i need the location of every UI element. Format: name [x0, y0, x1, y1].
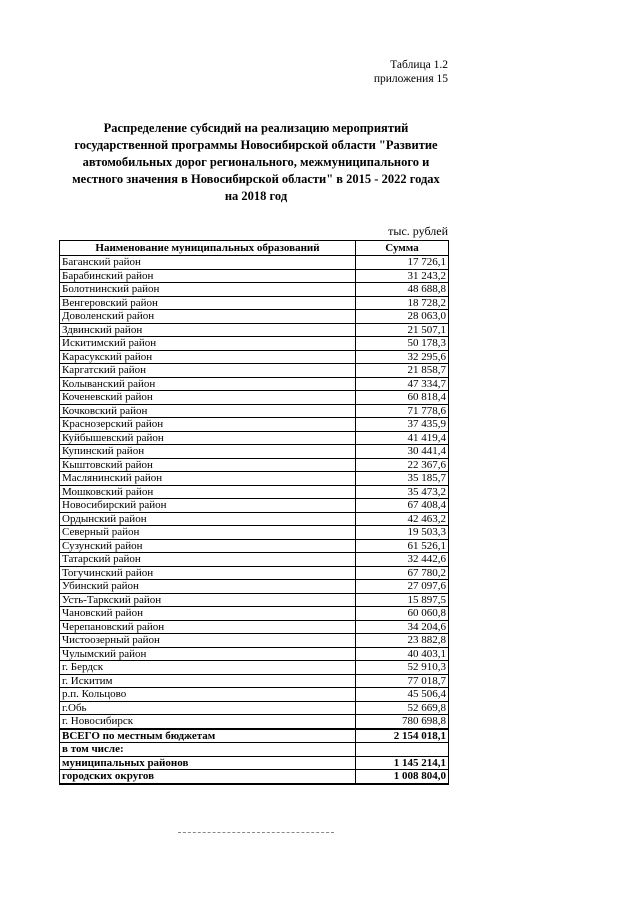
municipality-name: Северный район: [60, 526, 356, 540]
table-row: [60, 485, 449, 499]
municipality-name: Доволенский район: [60, 310, 356, 324]
table-row: [60, 364, 449, 378]
table-row: [60, 337, 449, 351]
summary-row: [60, 729, 449, 743]
summary-label: в том числе:: [60, 743, 356, 757]
municipality-name: Новосибирский район: [60, 499, 356, 513]
table-row: [60, 553, 449, 567]
subsidy-amount: 47 334,7: [356, 377, 449, 391]
summary-label: муниципальных районов: [60, 756, 356, 770]
municipality-name: Краснозерский район: [60, 418, 356, 432]
column-header-amount: Сумма: [356, 241, 449, 256]
subsidy-amount: 30 441,4: [356, 445, 449, 459]
subsidy-amount: 17 726,1: [356, 256, 449, 270]
subsidy-amount: 21 507,1: [356, 323, 449, 337]
table-row: [60, 715, 449, 729]
title-line-1: Распределение субсидий на реализацию мероприятий: [103, 121, 409, 135]
subsidy-amount: 32 442,6: [356, 553, 449, 567]
subsidy-amount: 35 473,2: [356, 485, 449, 499]
summary-row: [60, 756, 449, 770]
municipality-name: Тогучинский район: [60, 566, 356, 580]
municipality-name: Барабинский район: [60, 269, 356, 283]
municipality-name: Искитимский район: [60, 337, 356, 351]
summary-row: [60, 770, 449, 784]
table-reference: [248, 58, 448, 86]
municipality-name: г. Бердск: [60, 661, 356, 675]
summary-label: городских округов: [60, 770, 356, 784]
subsidy-amount: 32 295,6: [356, 350, 449, 364]
table-row: [60, 539, 449, 553]
title-line-2: государственной программы Новосибирской области "Развитие: [74, 138, 438, 152]
subsidy-amount: 60 060,8: [356, 607, 449, 621]
summary-amount: 1 145 214,1: [356, 756, 449, 770]
table-row: [60, 620, 449, 634]
summary-row: [60, 743, 449, 757]
column-header-name: Наименование муниципальных образований: [60, 241, 356, 256]
table-row: [60, 472, 449, 486]
subsidy-amount: 28 063,0: [356, 310, 449, 324]
table-row: [60, 458, 449, 472]
table-row: [60, 283, 449, 297]
table-row: [60, 296, 449, 310]
municipality-name: Сузунский район: [60, 539, 356, 553]
table-row: [60, 634, 449, 648]
subsidy-amount: 34 204,6: [356, 620, 449, 634]
table-row: [60, 593, 449, 607]
municipality-name: Чистоозерный район: [60, 634, 356, 648]
subsidy-amount: 48 688,8: [356, 283, 449, 297]
subsidy-amount: 67 408,4: [356, 499, 449, 513]
subsidy-amount: 21 858,7: [356, 364, 449, 378]
municipality-name: Каргатский район: [60, 364, 356, 378]
subsidy-amount: 37 435,9: [356, 418, 449, 432]
table-row: [60, 688, 449, 702]
subsidy-amount: 19 503,3: [356, 526, 449, 540]
subsidy-amount: 18 728,2: [356, 296, 449, 310]
municipality-name: Купинский район: [60, 445, 356, 459]
subsidy-amount: 67 780,2: [356, 566, 449, 580]
municipality-name: Маслянинский район: [60, 472, 356, 486]
municipality-name: Мошковский район: [60, 485, 356, 499]
summary-amount: 1 008 804,0: [356, 770, 449, 784]
table-row: [60, 445, 449, 459]
municipality-name: Кочковский район: [60, 404, 356, 418]
table-header-row: [60, 241, 449, 256]
municipality-name: г.Обь: [60, 701, 356, 715]
title-line-5: на 2018 год: [224, 189, 288, 203]
subsidy-amount: 15 897,5: [356, 593, 449, 607]
table-number: Таблица 1.2: [390, 59, 448, 71]
table-row: [60, 647, 449, 661]
municipality-name: Татарский район: [60, 553, 356, 567]
table-row: [60, 269, 449, 283]
municipality-name: Чулымский район: [60, 647, 356, 661]
table-row: [60, 431, 449, 445]
subsidy-amount: 23 882,8: [356, 634, 449, 648]
subsidy-amount: 42 463,2: [356, 512, 449, 526]
table-row: [60, 323, 449, 337]
table-row: [60, 512, 449, 526]
subsidy-amount: 27 097,6: [356, 580, 449, 594]
subsidy-amount: 60 818,4: [356, 391, 449, 405]
municipality-name: Колыванский район: [60, 377, 356, 391]
subsidy-amount: 52 669,8: [356, 701, 449, 715]
municipality-name: г. Новосибирск: [60, 715, 356, 729]
table-row: [60, 580, 449, 594]
municipality-name: Черепановский район: [60, 620, 356, 634]
table-body: [60, 256, 449, 784]
municipality-name: Болотнинский район: [60, 283, 356, 297]
municipality-name: р.п. Кольцово: [60, 688, 356, 702]
table-row: [60, 404, 449, 418]
subsidy-amount: 71 778,6: [356, 404, 449, 418]
municipality-name: Здвинский район: [60, 323, 356, 337]
table-row: [60, 418, 449, 432]
title-line-4: местного значения в Новосибирской области" в 2015 - 2022 годах: [72, 172, 440, 186]
municipality-name: Кыштовский район: [60, 458, 356, 472]
municipality-name: Усть-Таркский район: [60, 593, 356, 607]
subsidy-amount: 780 698,8: [356, 715, 449, 729]
subsidy-amount: 45 506,4: [356, 688, 449, 702]
summary-amount: 2 154 018,1: [356, 729, 449, 743]
title-line-3: автомобильных дорог регионального, межмуниципального и: [82, 155, 430, 169]
table-row: [60, 701, 449, 715]
municipality-name: Коченевский район: [60, 391, 356, 405]
table-row: [60, 566, 449, 580]
table-row: [60, 607, 449, 621]
appendix-number: приложения 15: [373, 73, 448, 85]
subsidy-amount: 52 910,3: [356, 661, 449, 675]
subsidy-table: [59, 240, 449, 785]
subsidy-amount: 40 403,1: [356, 647, 449, 661]
municipality-name: г. Искитим: [60, 674, 356, 688]
table-row: [60, 391, 449, 405]
summary-label: ВСЕГО по местным бюджетам: [60, 729, 356, 743]
municipality-name: Карасукский район: [60, 350, 356, 364]
table-row: [60, 310, 449, 324]
table-row: [60, 350, 449, 364]
summary-amount: [356, 743, 449, 757]
footer-divider: [178, 832, 334, 833]
subsidy-amount: 31 243,2: [356, 269, 449, 283]
municipality-name: Баганский район: [60, 256, 356, 270]
subsidy-amount: 22 367,6: [356, 458, 449, 472]
subsidy-amount: 50 178,3: [356, 337, 449, 351]
table-row: [60, 661, 449, 675]
municipality-name: Венгеровский район: [60, 296, 356, 310]
subsidy-amount: 77 018,7: [356, 674, 449, 688]
document-title: [60, 120, 452, 205]
table-row: [60, 526, 449, 540]
municipality-name: Чановский район: [60, 607, 356, 621]
subsidy-amount: 41 419,4: [356, 431, 449, 445]
table-row: [60, 674, 449, 688]
table-row: [60, 256, 449, 270]
municipality-name: Убинский район: [60, 580, 356, 594]
unit-label: тыс. рублей: [388, 224, 448, 238]
subsidy-amount: 35 185,7: [356, 472, 449, 486]
table-row: [60, 499, 449, 513]
municipality-name: Ордынский район: [60, 512, 356, 526]
subsidy-amount: 61 526,1: [356, 539, 449, 553]
municipality-name: Куйбышевский район: [60, 431, 356, 445]
table-row: [60, 377, 449, 391]
